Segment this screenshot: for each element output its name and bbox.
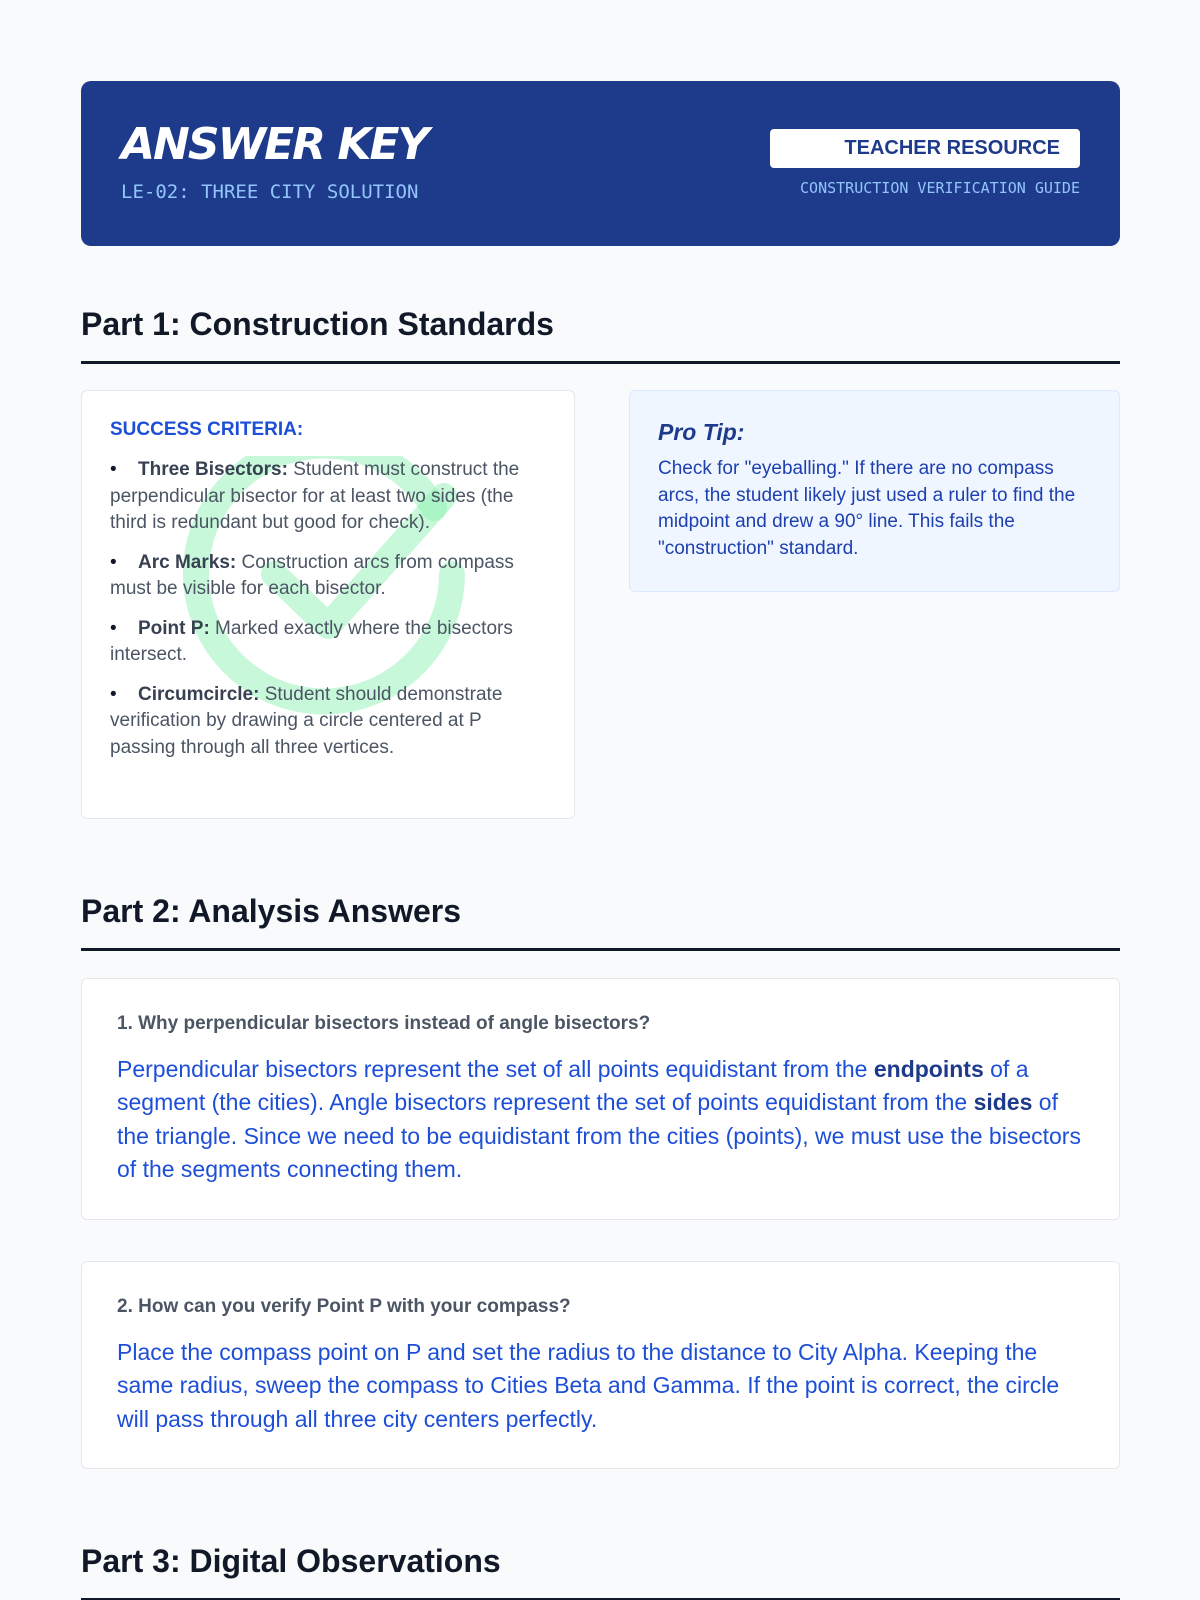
- question-label: 2. How can you verify Point P with your compass?: [117, 1296, 571, 1317]
- criteria-term: Point P:: [138, 617, 210, 639]
- criteria-text: Marked exactly where the bisectors intersect.: [110, 617, 513, 665]
- answer-card-2: [81, 1261, 1120, 1469]
- page-subtitle: LE-02: THREE CITY SOLUTION: [121, 181, 419, 203]
- emphasis-sides: sides: [973, 1089, 1033, 1116]
- criteria-text: Construction arcs from compass must be visible for each bisector.: [110, 551, 514, 599]
- list-item: • Point P: Marked exactly where the bisectors intersect.: [110, 617, 513, 665]
- criteria-term: Circumcircle:: [138, 683, 260, 705]
- section-title-part1: Part 1: Construction Standards: [81, 305, 1120, 364]
- header-banner: [81, 81, 1120, 246]
- criteria-term: Three Bisectors:: [138, 459, 288, 480]
- success-criteria-card: [81, 390, 575, 819]
- page-title: ANSWER KEY: [121, 119, 428, 170]
- answer-key-page: [81, 81, 1120, 1579]
- pro-tip-title: Pro Tip:: [658, 419, 745, 445]
- question-label: 1. Why perpendicular bisectors instead of angle bisectors?: [117, 1013, 651, 1034]
- answer-card-1: [81, 978, 1120, 1220]
- criteria-list: [110, 457, 546, 761]
- list-item: • Circumcircle: Student should demonstrate verification by drawing a circle centered at P passing through all three vertices.: [110, 683, 503, 758]
- pro-tip-body: Check for "eyeballing." If there are no compass arcs, the student likely just used a ruler to find the midpoint and drew a 90° line. This fails the "construction" standard.: [658, 458, 1076, 559]
- emphasis-endpoints: endpoints: [873, 1056, 984, 1082]
- badge-caption: CONSTRUCTION VERIFICATION GUIDE: [800, 179, 1080, 197]
- teacher-resource-badge: TEACHER RESOURCE: [770, 129, 1080, 168]
- answer-text: Place the compass point on P and set the radius to the distance to City Alpha. Keeping the same radius, sweep the compass to Cities Beta and Gamma. If the point is correct, the circle will pass through all three city centers perfectly.: [117, 1339, 1060, 1432]
- criteria-term: Arc Marks:: [138, 551, 237, 573]
- section-title-part3: Part 3: Digital Observations: [81, 1542, 1120, 1600]
- answer-text: Perpendicular bisectors represent the set of all points equidistant from the endpoints of a segment (the cities). Angle bisectors represent the set of points equidistant from the sides of the triangle. Since we need to be equidistant from the cities (points), we must use the bisectors of the segments connecting them.: [117, 1056, 1081, 1182]
- section-title-part2: Part 2: Analysis Answers: [81, 892, 1120, 951]
- list-item: • Arc Marks: Construction arcs from compass must be visible for each bisector.: [110, 551, 514, 599]
- list-item: • Three Bisectors: Student must construct the perpendicular bisector for at least two sides (the third is redundant but good for check).: [110, 459, 520, 533]
- pro-tip-card: [629, 390, 1120, 592]
- criteria-text: Student should demonstrate verification by drawing a circle centered at P passing through all three vertices.: [110, 683, 503, 758]
- success-criteria-heading: SUCCESS CRITERIA:: [110, 419, 304, 440]
- criteria-text: Student must construct the perpendicular bisector for at least two sides (the third is redundant but good for check).: [110, 459, 520, 533]
